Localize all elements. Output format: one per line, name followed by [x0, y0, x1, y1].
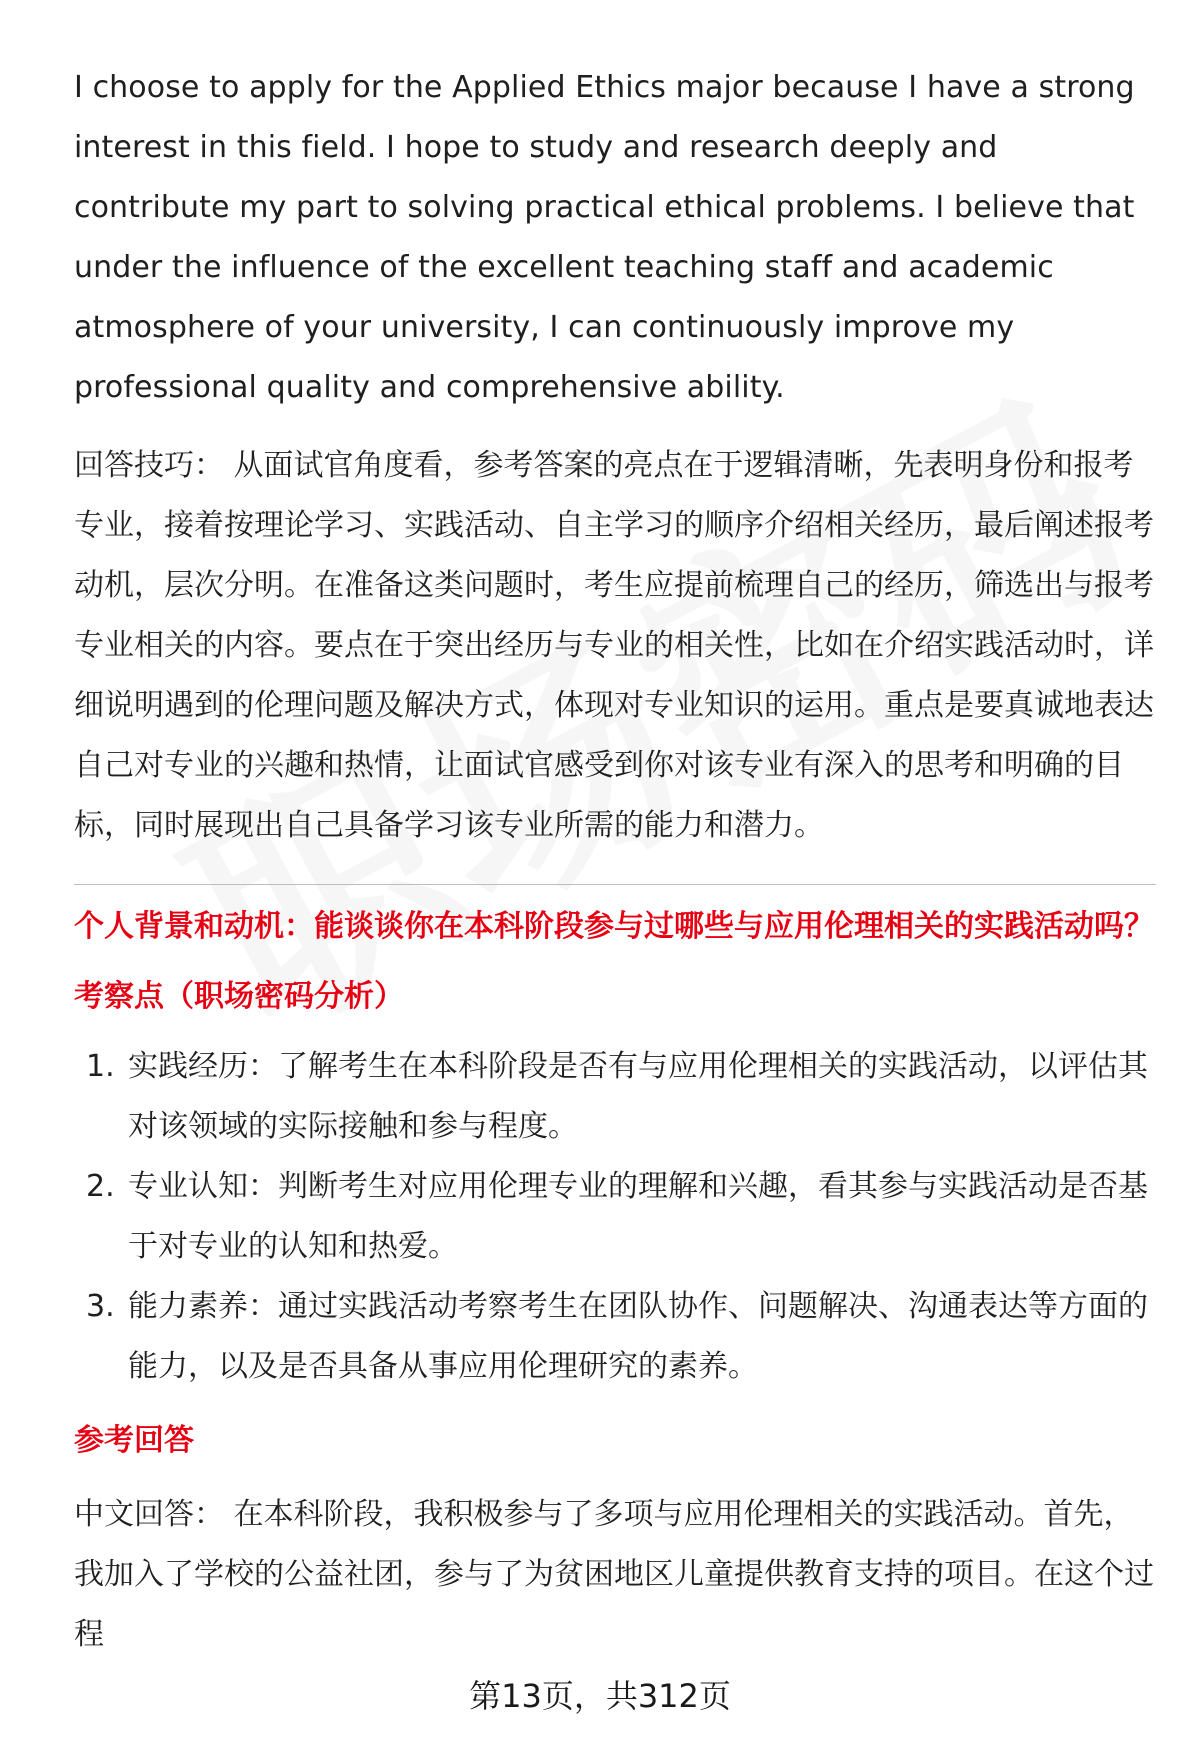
- list-number: 1.: [86, 1049, 115, 1084]
- answer-tips-paragraph: 回答技巧： 从面试官角度看，参考答案的亮点在于逻辑清晰，先表明身份和报考专业，接着按理论学习、实践活动、自主学习的顺序介绍相关经历，最后阐述报考动机，层次分明。在准备这类问题时，考生应提前梳理自己的经历，筛选出与报考专业相关的内容。要点在于突出经历与专业的相关性，比如在介绍实践活动时，详细说明遇到的伦理问题及解决方式，体现对专业知识的运用。重点是要真诚地表达自己对专业的兴趣和热情，让面试官感受到你对该专业有深入的思考和明确的目标，同时展现出自己具备学习该专业所需的能力和潜力。: [74, 448, 1154, 843]
- chinese-answer-paragraph: 中文回答： 在本科阶段，我积极参与了多项与应用伦理相关的实践活动。首先，我加入了学校的公益社团，参与了为贫困地区儿童提供教育支持的项目。在这个过程: [74, 1497, 1154, 1652]
- list-item: [74, 1277, 1154, 1397]
- list-number: 3.: [86, 1289, 115, 1324]
- document-page: [74, 58, 1154, 1665]
- list-item: [74, 1157, 1154, 1277]
- list-number: 2.: [86, 1169, 115, 1204]
- question-heading: 个人背景和动机：能谈谈你在本科阶段参与过哪些与应用伦理相关的实践活动吗？: [74, 909, 1154, 944]
- page-footer: 第13页，共312页: [469, 1677, 731, 1715]
- list-item-text: 实践经历：了解考生在本科阶段是否有与应用伦理相关的实践活动，以评估其对该领域的实际接触和参与程度。: [128, 1049, 1148, 1144]
- assessment-points-list: [74, 1037, 1154, 1397]
- english-answer-paragraph: I choose to apply for the Applied Ethics major because I have a strong interest in this field. I hope to study and research deeply and contribute my part to solving practical ethical problems. I believe that under the influence of the excellent teaching staff and academic atmosphere of your university, I can continuously improve my professional quality and comprehensive ability.: [74, 70, 1135, 405]
- assessment-heading: 考察点（职场密码分析）: [74, 979, 404, 1014]
- reference-heading: 参考回答: [74, 1423, 194, 1458]
- list-item-text: 专业认知：判断考生对应用伦理专业的理解和兴趣，看其参与实践活动是否基于对专业的认知和热爱。: [128, 1169, 1148, 1264]
- list-item-text: 能力素养：通过实践活动考察考生在团队协作、问题解决、沟通表达等方面的能力，以及是否具备从事应用伦理研究的素养。: [128, 1289, 1148, 1384]
- list-item: [74, 1037, 1154, 1157]
